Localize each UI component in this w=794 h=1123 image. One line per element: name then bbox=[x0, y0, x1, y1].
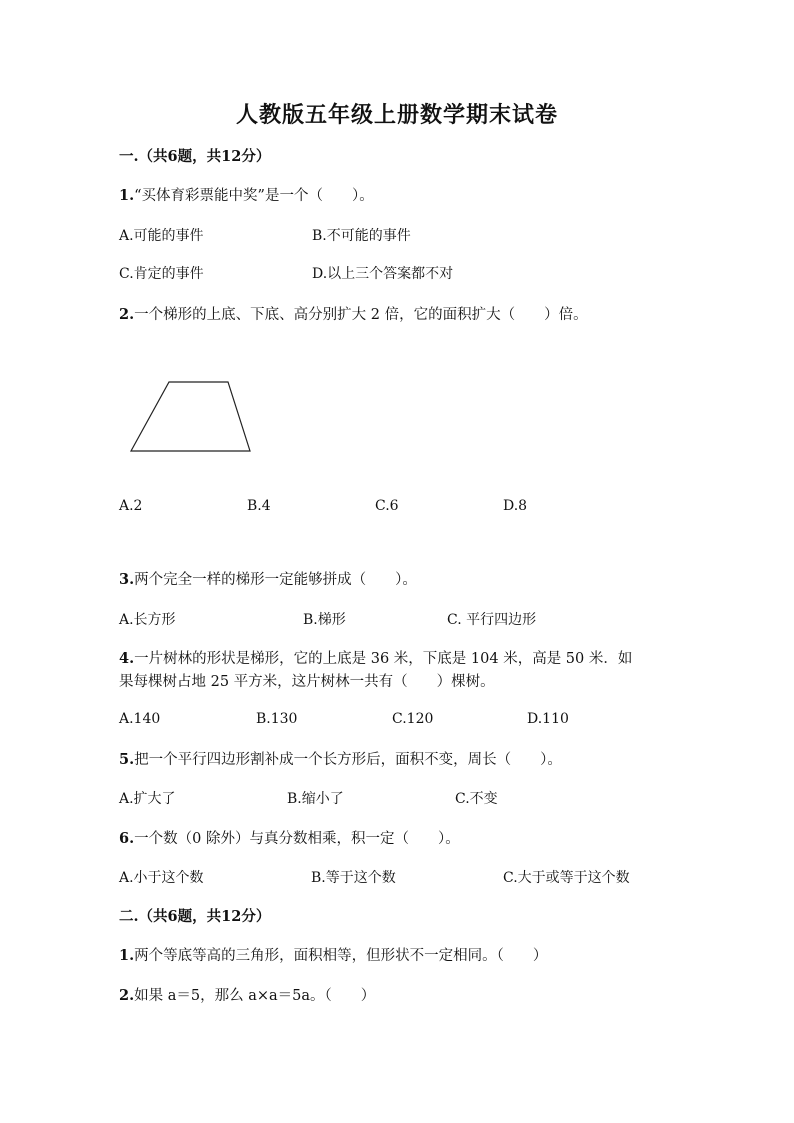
option-d: D.110 bbox=[527, 711, 569, 727]
question-number: 6. bbox=[119, 830, 135, 847]
option-a: A.小于这个数 bbox=[119, 870, 204, 886]
question-number: 2. bbox=[119, 987, 135, 1004]
option-b: B.等于这个数 bbox=[311, 870, 396, 886]
question-1-4 bbox=[119, 648, 632, 670]
question-text: 两个完全一样的梯形一定能够拼成（ ）。 bbox=[134, 572, 417, 588]
question-text: 两个等底等高的三角形，面积相等，但形状不一定相同。（ ） bbox=[134, 948, 548, 964]
question-text: 如果 a＝5，那么 a×a＝5a。（ ） bbox=[134, 988, 376, 1004]
question-number: 4. bbox=[119, 650, 135, 667]
option-a: A.140 bbox=[119, 711, 161, 727]
question-number: 1. bbox=[119, 187, 135, 204]
option-c: C.肯定的事件 bbox=[119, 266, 204, 282]
question-text-line-1: 一片树林的形状是梯形，它的上底是 36 米，下底是 104 米，高是 50 米．如 bbox=[134, 651, 633, 667]
question-1-1 bbox=[119, 185, 374, 207]
question-text: 一个数（0 除外）与真分数相乘，积一定（ ）。 bbox=[134, 831, 460, 847]
option-b: B.不可能的事件 bbox=[312, 228, 411, 244]
question-1-6 bbox=[119, 828, 460, 850]
option-a: A.2 bbox=[119, 498, 143, 514]
question-number: 1. bbox=[119, 947, 135, 964]
question-2-1 bbox=[119, 945, 547, 967]
section-1-header: 一.（共6题，共12分） bbox=[119, 148, 271, 165]
option-c: C.120 bbox=[392, 711, 434, 727]
question-number: 2. bbox=[119, 306, 135, 323]
option-d: D.8 bbox=[503, 498, 528, 514]
question-2-2 bbox=[119, 985, 375, 1007]
question-1-2 bbox=[119, 304, 588, 326]
question-number: 5. bbox=[119, 751, 135, 768]
trapezoid-figure bbox=[128, 378, 258, 456]
question-1-3 bbox=[119, 569, 417, 591]
option-c: C.6 bbox=[375, 498, 399, 514]
trapezoid-shape bbox=[131, 382, 250, 451]
option-c: C.大于或等于这个数 bbox=[503, 870, 630, 886]
question-1-4-continued: 果每棵树占地 25 平方米，这片树林一共有（ ）棵树。 bbox=[119, 674, 495, 690]
option-a: A.扩大了 bbox=[119, 791, 176, 807]
page-title: 人教版五年级上册数学期末试卷 bbox=[235, 102, 558, 128]
option-b: B.缩小了 bbox=[287, 791, 344, 807]
section-2-header: 二.（共6题，共12分） bbox=[119, 908, 271, 925]
option-c: C. 平行四边形 bbox=[447, 612, 537, 628]
option-a: A.可能的事件 bbox=[119, 228, 204, 244]
question-1-5 bbox=[119, 749, 562, 771]
option-b: B.梯形 bbox=[303, 612, 346, 628]
option-b: B.4 bbox=[247, 498, 271, 514]
question-text: 把一个平行四边形割补成一个长方形后，面积不变，周长（ ）。 bbox=[134, 752, 562, 768]
question-text: “买体育彩票能中奖”是一个（ ）。 bbox=[134, 188, 374, 204]
option-b: B.130 bbox=[256, 711, 298, 727]
question-text: 一个梯形的上底、下底、高分别扩大 2 倍，它的面积扩大（ ）倍。 bbox=[134, 307, 588, 323]
option-c: C.不变 bbox=[455, 791, 498, 807]
option-a: A.长方形 bbox=[119, 612, 176, 628]
question-number: 3. bbox=[119, 571, 135, 588]
option-d: D.以上三个答案都不对 bbox=[312, 266, 454, 282]
